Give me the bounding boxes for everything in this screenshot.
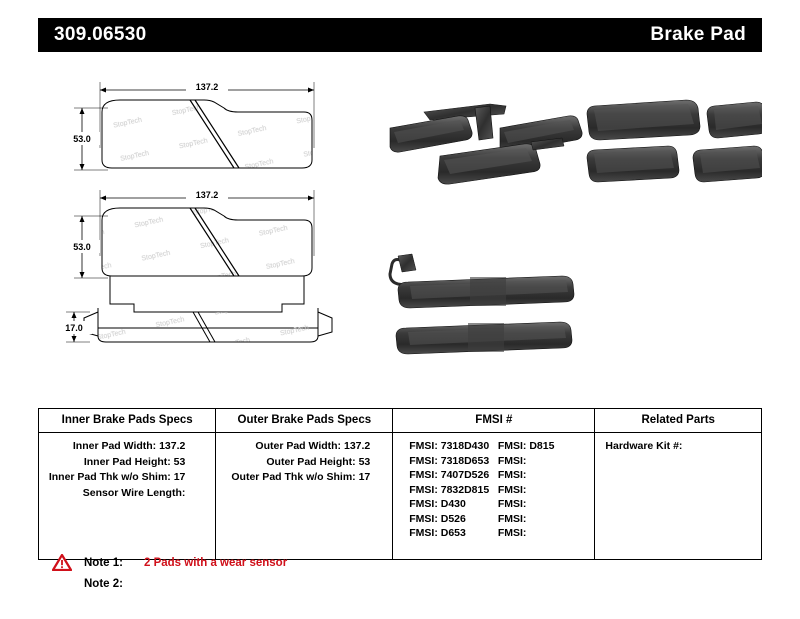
list-item: FMSI:	[497, 498, 527, 510]
svg-text:137.2: 137.2	[195, 190, 219, 200]
list-item: FMSI:	[497, 454, 527, 467]
list-item: FMSI: 7318D653	[409, 454, 490, 467]
notes-section	[38, 552, 538, 594]
list-item: Sensor Wire Length:	[82, 486, 186, 499]
product-type: Brake Pad	[650, 24, 746, 45]
warning-icon	[52, 554, 74, 571]
cell-inner-specs	[39, 433, 216, 560]
pad-photo-front-group	[587, 100, 762, 182]
table-header-row	[39, 409, 761, 433]
header-inner-specs: Inner Brake Pads Specs	[39, 409, 216, 433]
cell-related-parts	[595, 433, 761, 560]
list-item: FMSI:	[497, 483, 527, 496]
note-1-label: Note 1:	[84, 556, 123, 569]
fmsi-column-right	[498, 439, 587, 541]
part-number: 309.06530	[54, 24, 147, 45]
list-item: Inner Pad Thk w/o Shim: 17	[48, 471, 186, 483]
list-item: Outer Pad Thk w/o Shim: 17	[231, 471, 371, 483]
note-row-2	[38, 573, 538, 594]
fmsi-column-left	[409, 439, 498, 541]
pad-outline-middle	[56, 188, 332, 342]
list-item: Outer Pad Height: 53	[266, 455, 371, 468]
pad-photo-angled-group	[390, 104, 582, 184]
svg-text:17.0: 17.0	[65, 323, 83, 333]
list-item: FMSI: 7832D815	[409, 483, 490, 496]
svg-text:53.0: 53.0	[73, 134, 91, 144]
fmsi-grid	[401, 439, 586, 541]
cell-outer-specs	[216, 433, 393, 560]
list-item: FMSI: D815	[497, 440, 555, 452]
list-item: FMSI: D430	[409, 498, 466, 510]
list-item: FMSI: 7407D526	[409, 469, 490, 481]
header-related-parts: Related Parts	[595, 409, 761, 433]
list-item: Hardware Kit #:	[605, 440, 683, 452]
outer-specs-list	[224, 439, 384, 486]
document-header	[38, 18, 762, 52]
list-item: FMSI: D653	[409, 527, 466, 539]
list-item: Inner Pad Height: 53	[83, 455, 186, 468]
specs-table	[38, 408, 762, 560]
pad-outline-top	[64, 80, 314, 170]
list-item: FMSI: 7318D430	[409, 440, 490, 452]
header-fmsi: FMSI #	[393, 409, 595, 433]
svg-text:53.0: 53.0	[73, 242, 91, 252]
pad-photo-side-group	[390, 254, 574, 354]
note-2-label: Note 2:	[84, 577, 123, 590]
list-item: FMSI:	[497, 469, 527, 481]
header-outer-specs: Outer Brake Pads Specs	[216, 409, 393, 433]
note-row-1	[38, 552, 538, 573]
svg-text:137.2: 137.2	[195, 82, 219, 92]
list-item: Inner Pad Width: 137.2	[72, 440, 186, 452]
table-body-row	[39, 433, 761, 560]
note-1-text: 2 Pads with a wear sensor	[144, 556, 288, 569]
list-item: FMSI:	[497, 512, 527, 525]
list-item: FMSI:	[497, 527, 527, 539]
inner-specs-list	[47, 439, 207, 501]
list-item: FMSI: D526	[409, 512, 466, 525]
list-item: Outer Pad Width: 137.2	[255, 440, 371, 452]
cell-fmsi	[393, 433, 595, 560]
technical-drawing	[38, 60, 762, 390]
